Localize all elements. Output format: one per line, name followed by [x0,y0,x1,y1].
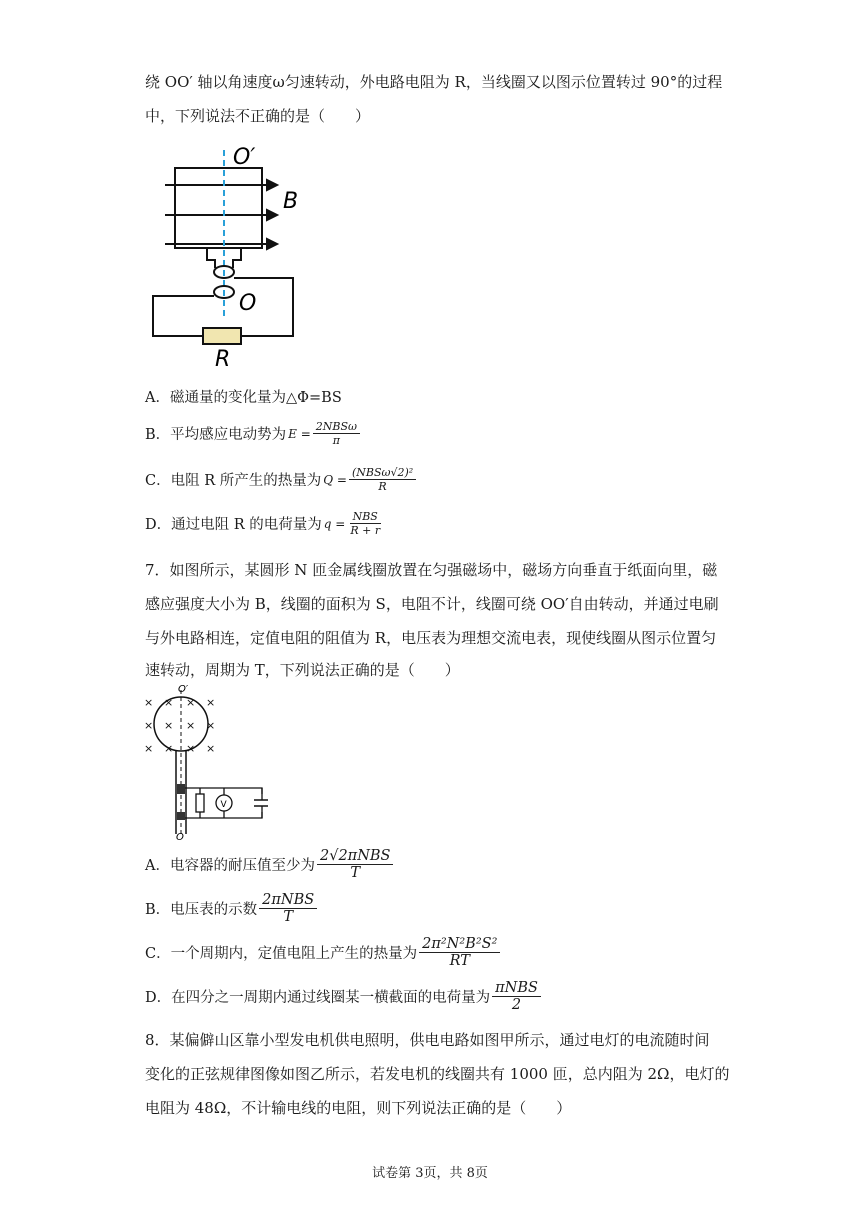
svg-text:×: × [164,719,174,732]
svg-text:×: × [186,696,196,709]
q7-figure [140,684,270,842]
page-footer: 试卷第 3页，共 8页 [372,1166,488,1181]
q7-a-formula: $\frac{\text{2√2πNBS}}{T}$ [317,848,394,881]
q7-line4: 速转动，周期为 T，下列说法正确的是（ ） [145,661,460,679]
svg-text:×: × [206,696,216,709]
q7-line1: 7．如图所示，某圆形 N 匝金属线圈放置在匀强磁场中，磁场方向垂直于纸面向里，磁 [145,561,718,579]
q6-option-a[interactable]: A．磁通量的变化量为△Φ=BS [145,390,342,406]
resistor-R [203,328,241,344]
voltmeter-label: V [220,800,227,810]
q7-option-a[interactable]: A．电容器的耐压值至少为 $\frac{\text{2√2πNBS}}{T}$ [145,848,393,881]
svg-text:×: × [144,719,154,732]
svg-text:×: × [144,742,154,755]
svg-text:×: × [164,696,174,709]
q7-option-d[interactable]: D．在四分之一周期内通过线圈某一横截面的电荷量为 $\frac{\text{πNBS}}{2}$ [145,980,541,1013]
svg-text:×: × [164,742,174,755]
q7-axis-bottom: O [176,832,184,842]
svg-text:×: × [186,719,196,732]
resistor-label: R [215,347,231,372]
q6-intro-line1: 绕 OO′ 轴以角速度ω匀速转动，外电路电阻为 R，当线圈又以图示位置转过 90°的过程 [145,73,723,91]
svg-text:×: × [186,742,196,755]
svg-text:×: × [206,719,216,732]
field-label: B [283,189,299,214]
q7-d-formula: $\frac{\text{πNBS}}{2}$ [492,980,541,1013]
q8-line1: 8．某偏僻山区靠小型发电机供电照明，供电电路如图甲所示，通过电灯的电流随时间 [145,1031,710,1049]
svg-text:×: × [206,742,216,755]
q7-option-c[interactable]: C．一个周期内，定值电阻上产生的热量为 $\frac{\text{2π²N²B²S²}}{RT}$ [145,936,500,969]
q7-c-formula: $\frac{\text{2π²N²B²S²}}{RT}$ [419,936,500,969]
q6-intro-line2: 中，下列说法不正确的是（ ） [145,107,371,125]
q6-b-formula: $\frac{\text{2NBSω}}{\pi}$ [313,420,360,447]
q7-line2: 感应强度大小为 B，线圈的面积为 S，电阻不计，线圈可绕 OO′自由转动，并通过电刷 [145,595,719,613]
axis-top-label: O′ [233,145,256,170]
q6-figure [145,140,315,372]
q6-c-formula: $\frac{\text{(NBSω√2)²}}{R}$ [349,466,416,493]
q7-b-formula: $\frac{\text{2πNBS}}{T}$ [259,892,317,925]
q6-option-c[interactable]: C．电阻 R 所产生的热量为 Q = $\frac{\text{(NBSω√2)²}}{R}$ [145,466,416,493]
q6-option-d[interactable]: D．通过电阻 R 的电荷量为 q = $\frac{\text{NBS}}{R + r}$ [145,510,383,537]
field-arrows [165,180,277,249]
q6-option-b[interactable]: B．平均感应电动势为 E = $\frac{\text{2NBSω}}{\pi}$ [145,420,360,447]
q8-line2: 变化的正弦规律图像如图乙所示，若发电机的线圈共有 1000 匝，总内阻为 2Ω，电灯的 [145,1065,730,1083]
q7-option-b[interactable]: B．电压表的示数 $\frac{\text{2πNBS}}{T}$ [145,892,317,925]
svg-text:×: × [144,696,154,709]
q6-d-formula: $\frac{\text{NBS}}{R + r}$ [350,510,381,537]
q7-line3: 与外电路相连，定值电阻的阻值为 R，电压表为理想交流电表，现使线圈从图示位置匀 [145,629,717,647]
q8-line3: 电阻为 48Ω，不计输电线的电阻，则下列说法正确的是（ ） [145,1099,572,1117]
axis-bottom-label: O [239,291,257,316]
q7-axis-top: O′ [178,684,189,695]
